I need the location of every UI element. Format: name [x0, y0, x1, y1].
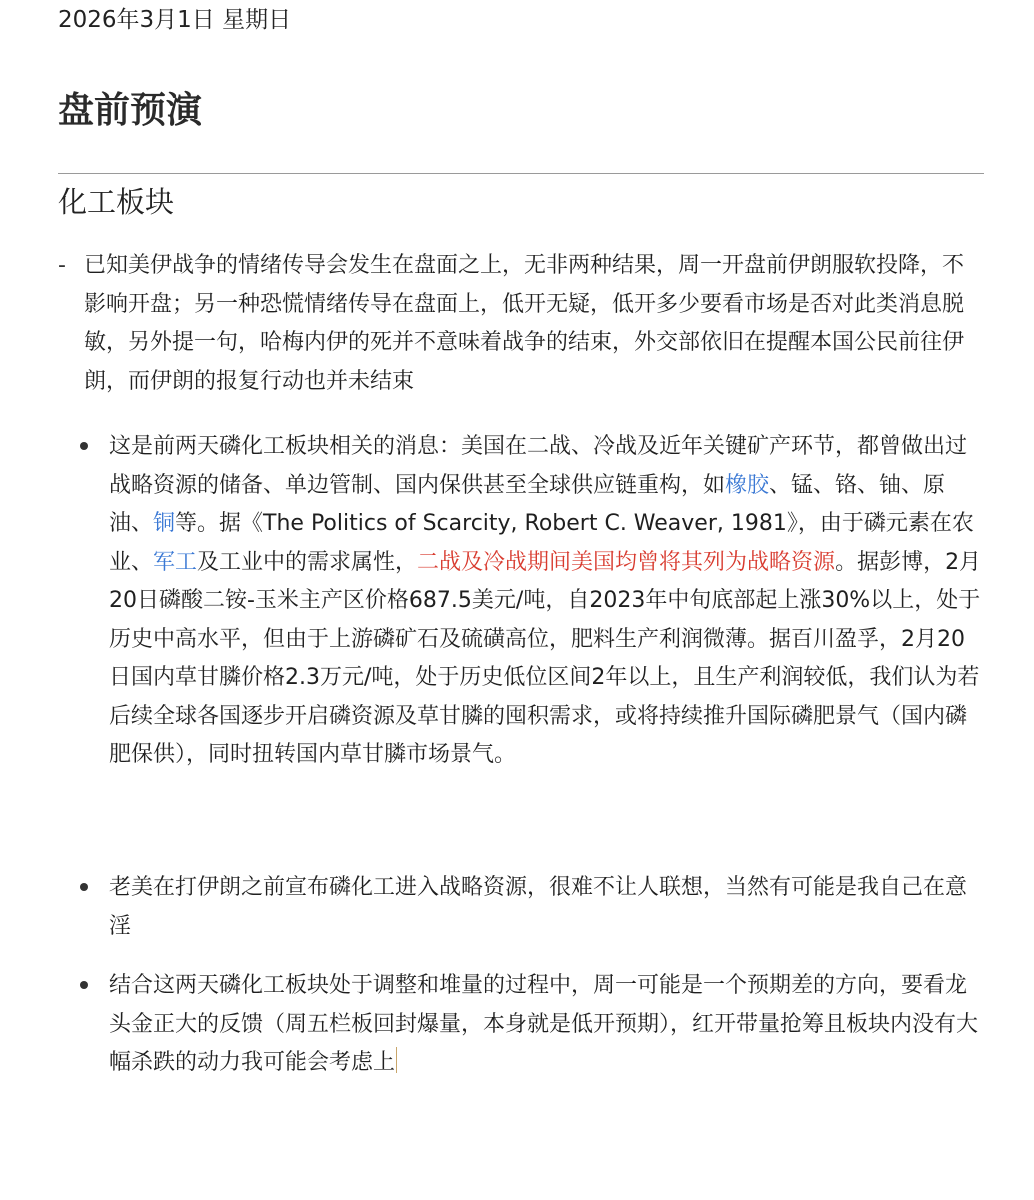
bullet-dot-icon	[80, 442, 88, 450]
text-cursor	[396, 1047, 397, 1073]
text-run: 这是前两天磷化工板块相关的消息：美国在二战、冷战及近年关键矿产环节，都曾做出过战略资源的储备、单边管制、国内保供甚至全球供应链重构，如	[109, 434, 968, 498]
bullet-item-text	[109, 428, 984, 775]
link-military[interactable]: 军工	[153, 549, 198, 575]
link-rubber[interactable]: 橡胶	[725, 472, 770, 498]
section-heading: 化工板块	[58, 185, 175, 219]
text-run: 。据彭博，2月20日磷酸二铵-玉米主产区价格687.5美元/吨，自2023年中旬底部起上涨30%以上，处于历史中高水平，但由于上游磷矿石及硫磺高位，肥料生产利润微薄。据百川盈孚，2月20日国内草甘膦价格2.3万元/吨，处于历史低位区间2年以上，且生产利润较低，我们认为若后续全球各国逐步开启磷资源及草甘膦的囤积需求，或将持续推升国际磷肥景气（国内磷肥保供），同时扭转国内草甘膦市场景气。	[109, 549, 982, 767]
bullet-dot-icon	[80, 981, 88, 989]
highlight-text: 二战及冷战期间美国均曾将其列为战略资源	[417, 549, 836, 575]
bullet-item-text[interactable]	[109, 967, 984, 1083]
page-title: 盘前预演	[58, 90, 203, 131]
bullet-item-text: 老美在打伊朗之前宣布磷化工进入战略资源，很难不让人联想，当然有可能是我自己在意淫	[109, 875, 968, 939]
bullet-dot-icon	[80, 883, 88, 891]
text-run: 结合这两天磷化工板块处于调整和堆量的过程中，周一可能是一个预期差的方向，要看龙头金正大的反馈（周五栏板回封爆量，本身就是低开预期），红开带量抢筹且板块内没有大幅杀跌的动力我可能会考虑上	[109, 973, 979, 1075]
date-line: 2026年3月1日 星期日	[58, 7, 292, 33]
text-run: 、锰、铬、铀、原油、	[109, 472, 946, 536]
dash-marker: -	[58, 253, 66, 278]
title-divider	[58, 173, 984, 174]
link-copper[interactable]: 铜	[153, 511, 176, 536]
dash-item-text: 已知美伊战争的情绪传导会发生在盘面之上，无非两种结果，周一开盘前伊朗服软投降，不影响开盘；另一种恐慌情绪传导在盘面上，低开无疑，低开多少要看市场是否对此类消息脱敏，另外提一句，哈梅内伊的死并不意味着战争的结束，外交部依旧在提醒本国公民前往伊朗，而伊朗的报复行动也并未结束	[84, 253, 965, 394]
text-run: 及工业中的需求属性，	[197, 549, 418, 575]
text-run: 等。据《The Politics of Scarcity, Robert C. Weaver, 1981》，由于磷元素在农业、	[109, 511, 974, 575]
